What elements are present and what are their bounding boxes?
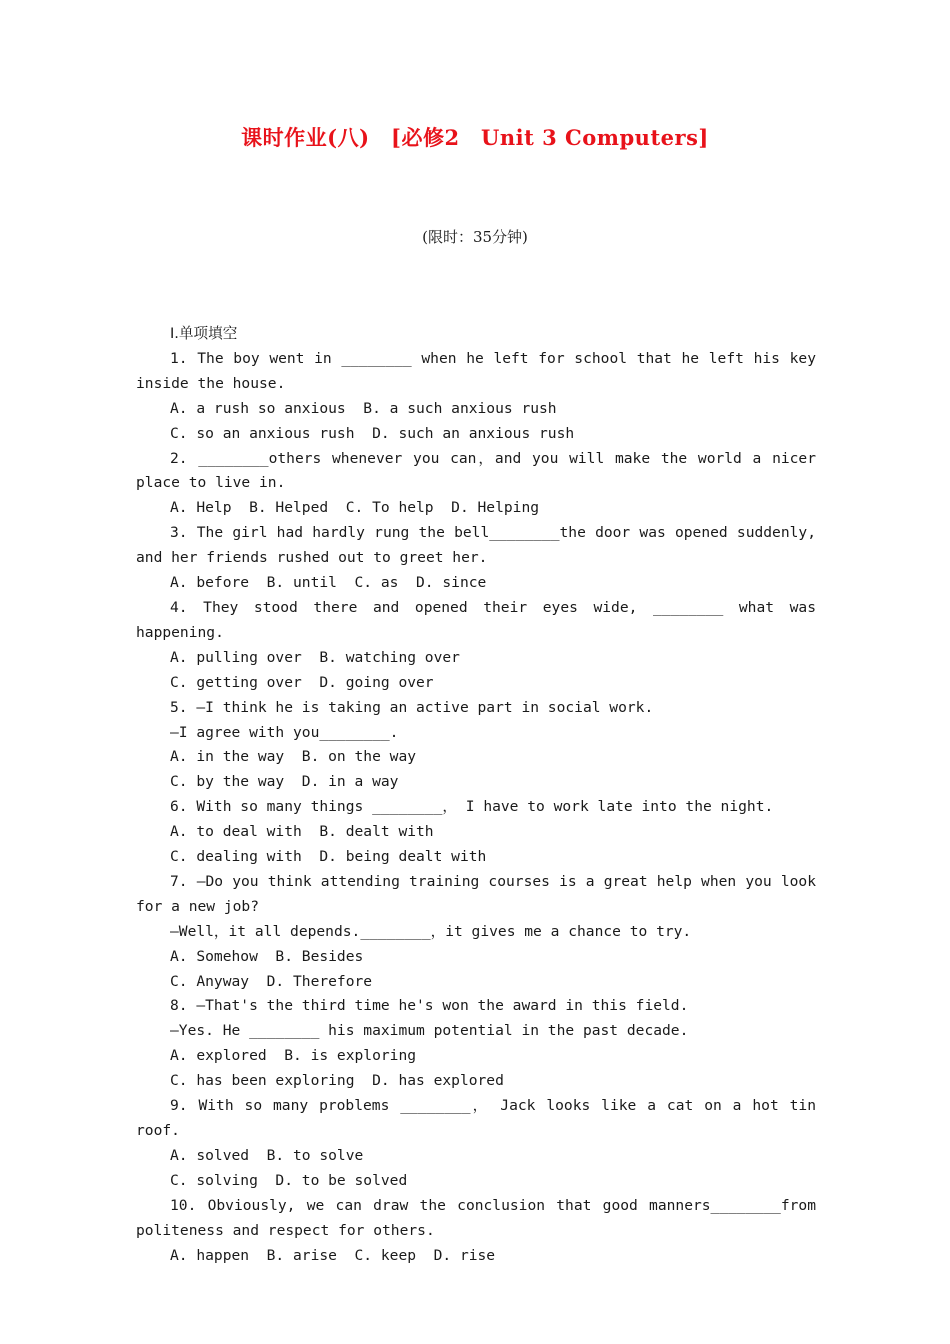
question-stem: 6. With so many things ________， I have to work late into the night. [170,798,774,816]
question-stem: 4. They stood there and opened their eyes wide, ________ what was happening. [136,598,816,641]
time-limit: (限时：35分钟) [422,228,528,246]
question-stem: 1. The boy went in ________ when he left for school that he left his key inside the house. [136,349,816,392]
question-item [136,1094,816,1194]
question-stem: 5. —I think he is taking an active part in social work. [170,698,654,716]
answer-options: A. explored B. is exploring [170,1047,417,1065]
answer-options: C. so an anxious rush D. such an anxious rush [170,424,575,442]
question-item [136,447,816,522]
answer-options: A. before B. until C. as D. since [170,574,487,592]
question-stem: 10. Obviously, we can draw the conclusion that good manners________from politeness and respect for others. [136,1196,816,1239]
question-stem: 8. —That's the third time he's won the award in this field. [170,997,689,1015]
answer-options: A. to deal with B. dealt with [170,823,434,841]
question-item [136,1194,816,1269]
answer-options: C. getting over D. going over [170,673,434,691]
question-item [136,696,816,796]
question-stem: 7. —Do you think attending training courses is a great help when you look for a new job? [136,872,816,915]
answer-options: —Yes. He ________ his maximum potential in the past decade. [170,1022,689,1040]
answer-options: C. Anyway D. Therefore [170,972,373,990]
question-stem: 3. The girl had hardly rung the bell________the door was opened suddenly, and her friends rushed out to greet her. [136,524,816,567]
answer-options: C. solving D. to be solved [170,1171,408,1189]
answer-options: A. in the way B. on the way [170,748,417,766]
answer-options: —I agree with you________. [170,723,399,741]
question-item [136,795,816,870]
answer-options: A. happen B. arise C. keep D. rise [170,1246,496,1264]
exercise-section [136,322,816,1268]
answer-options: A. Somehow B. Besides [170,947,364,965]
question-item [136,521,816,596]
question-item [136,347,816,447]
question-item [136,994,816,1094]
answer-options: —Well，it all depends.________，it gives me a chance to try. [170,922,692,940]
answer-options: A. solved B. to solve [170,1146,364,1164]
section-heading: Ⅰ.单项填空 [170,325,238,342]
question-item [136,596,816,696]
page-title: 课时作业(八) [必修2 Unit 3 Computers] [241,125,709,150]
question-stem: 9. With so many problems ________， Jack looks like a cat on a hot tin roof. [136,1097,816,1139]
answer-options: A. pulling over B. watching over [170,648,460,666]
question-list [136,347,816,1269]
answer-options: A. a rush so anxious B. a such anxious rush [170,399,557,417]
answer-options: C. dealing with D. being dealt with [170,848,487,866]
answer-options: A. Help B. Helped C. To help D. Helping [170,499,540,517]
answer-options: C. by the way D. in a way [170,773,399,791]
question-stem: 2. ________others whenever you can，and you will make the world a nicer place to live in. [136,449,816,492]
question-item [136,870,816,995]
answer-options: C. has been exploring D. has explored [170,1072,504,1090]
